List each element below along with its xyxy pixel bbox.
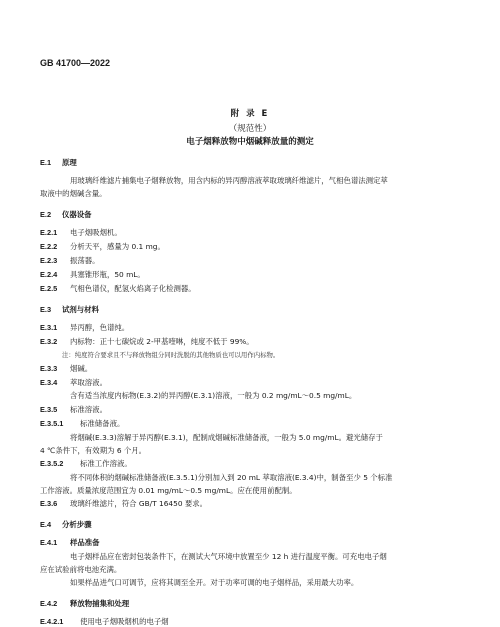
clause-text: 分析天平，感量为 0.1 mg。 — [70, 242, 165, 251]
paragraph-line: 如果样品进气口可调节，应将其调至全开。对于功率可调的电子烟样品，采用最大功率。 — [70, 578, 359, 587]
clause — [40, 617, 169, 627]
clause-number: E.4.2.1 — [40, 617, 64, 626]
clause — [40, 284, 196, 294]
clause — [40, 256, 100, 266]
clause-number: E.3.6 — [40, 499, 58, 508]
clause-text: 标准储备液。 — [80, 419, 125, 428]
clause — [40, 499, 207, 509]
clause — [40, 323, 129, 333]
paragraph-line: 含有适当浓度内标物(E.3.2)的异丙醇(E.3.1)溶液，一般为 0.2 mg/mL～0.5 mg/mL。 — [70, 391, 357, 400]
clause-number: E.4.1 — [40, 538, 58, 547]
clause — [40, 459, 132, 469]
clause — [40, 378, 107, 388]
clause-text: 玻璃纤维滤片，符合 GB/T 16450 要求。 — [70, 499, 208, 508]
clause-text: 气相色谱仪，配氢火焰离子化检测器。 — [70, 284, 196, 293]
clause-text: 具塞锥形瓶，50 mL。 — [70, 270, 145, 279]
clause-text: 原理 — [62, 158, 77, 167]
clause-number: E.3.4 — [40, 378, 58, 387]
clause-number: E.2.4 — [40, 270, 58, 279]
clause — [40, 599, 129, 609]
clause-text: 标准溶液。 — [70, 405, 107, 414]
paragraph-line: 电子烟样品应在密封包装条件下，在测试大气环境中放置至少 12 h 进行温度平衡。可充电电子烟 — [70, 552, 387, 561]
clause-text: 振荡器。 — [70, 256, 100, 265]
clause-number: E.3.2 — [40, 337, 58, 346]
clause-text: 标准工作溶液。 — [80, 459, 132, 468]
clause-number: E.3.5.1 — [40, 419, 64, 428]
clause-text: 释放物捕集和处理 — [70, 599, 130, 608]
clause-text: 样品准备 — [70, 538, 100, 547]
clause — [40, 228, 122, 238]
paragraph-line: 用玻璃纤维滤片捕集电子烟释放物，用含内标的异丙醇溶液萃取玻璃纤维滤片，气相色谱法测定萃 — [70, 176, 388, 185]
annex-label: 附 录 E — [230, 109, 270, 119]
annex-title: 电子烟释放物中烟碱释放量的测定 — [186, 137, 314, 147]
section-heading — [40, 158, 77, 168]
clause — [40, 364, 92, 374]
clause-text: 使用电子烟吸烟机的电子烟 — [80, 617, 169, 626]
clause-text: 异丙醇，色谱纯。 — [70, 323, 130, 332]
section-heading — [40, 210, 92, 220]
clause-text: 仪器设备 — [62, 210, 92, 219]
clause-number: E.2.5 — [40, 284, 58, 293]
clause — [40, 242, 165, 252]
note-text: 注：纯度符合要求且不与释放物组分同时洗脱的其他物质也可以用作内标物。 — [62, 351, 280, 359]
clause-text: 电子烟吸烟机。 — [70, 228, 122, 237]
clause-number: E.3.5 — [40, 405, 58, 414]
section-heading — [40, 305, 99, 315]
paragraph-line: 取液中的烟碱含量。 — [40, 189, 107, 198]
clause-number: E.2.2 — [40, 242, 58, 251]
clause-text: 烟碱。 — [70, 364, 93, 373]
clause-text: 分析步骤 — [62, 520, 92, 529]
clause-text: 萃取溶液。 — [70, 378, 107, 387]
section-heading — [40, 520, 92, 530]
clause — [40, 419, 124, 429]
paragraph-line: 将不同体积的烟碱标准储备液(E.3.5.1)分别加入到 20 mL 萃取溶液(E.3.4)中，制备至少 5 个标准 — [70, 473, 393, 482]
paragraph-line: 将烟碱(E.3.3)溶解于异丙醇(E.3.1)，配制成烟碱标准储备液，一般为 5.0 mg/mL。避光储存于 — [70, 433, 383, 442]
clause-text: 内标物：正十七碳烷或 2-甲基喹啉，纯度不低于 99%。 — [70, 337, 254, 346]
clause-number: E.3.3 — [40, 364, 58, 373]
clause-number: E.2 — [40, 210, 52, 219]
clause — [40, 270, 145, 280]
clause-number: E.2.3 — [40, 256, 58, 265]
standard-code: GB 41700—2022 — [40, 58, 111, 68]
clause — [40, 337, 254, 347]
clause — [40, 538, 100, 548]
clause-number: E.3.5.2 — [40, 459, 64, 468]
paragraph-line: 工作溶液。质量浓度范围宜为 0.01 mg/mL～0.5 mg/mL。应在使用前配制。 — [40, 486, 297, 495]
clause-number: E.4.2 — [40, 599, 58, 608]
clause-number: E.3 — [40, 305, 52, 314]
clause-number: E.4 — [40, 520, 52, 529]
annex-type: （规范性） — [228, 124, 272, 134]
clause-number: E.1 — [40, 158, 52, 167]
clause-number: E.2.1 — [40, 228, 58, 237]
paragraph-line: 4 ℃条件下，有效期为 6 个月。 — [40, 446, 147, 455]
paragraph-line: 应在试验前将电池充满。 — [40, 565, 122, 574]
clause-number: E.3.1 — [40, 323, 58, 332]
clause — [40, 405, 107, 415]
clause-text: 试剂与材料 — [62, 305, 99, 314]
